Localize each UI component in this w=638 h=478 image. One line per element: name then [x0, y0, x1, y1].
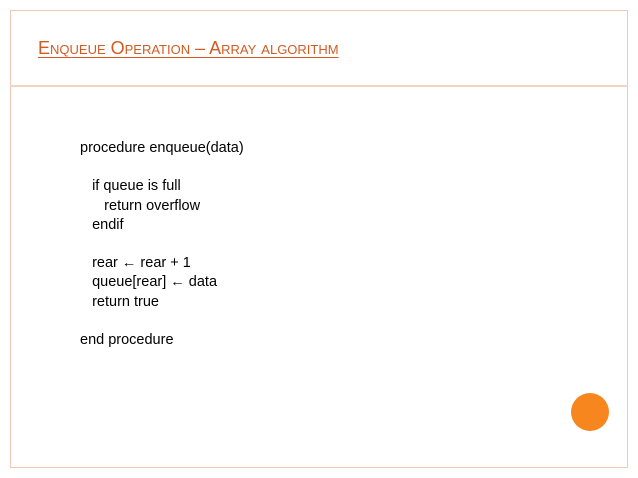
code-line: end procedure [80, 332, 174, 349]
decorative-orange-circle [571, 393, 609, 431]
code-line: return true [80, 293, 159, 310]
code-line: queue[rear] ← data [80, 274, 218, 291]
code-line: return overflow [80, 197, 201, 214]
algorithm-code [80, 139, 244, 350]
code-line: endif [80, 216, 124, 233]
code-line: if queue is full [80, 178, 181, 195]
code-line: rear ← rear + 1 [80, 255, 191, 272]
slide-title: Enqueue Operation – Array algorithm [38, 38, 339, 58]
title-divider [10, 85, 628, 87]
code-line: procedure enqueue(data) [80, 140, 244, 156]
